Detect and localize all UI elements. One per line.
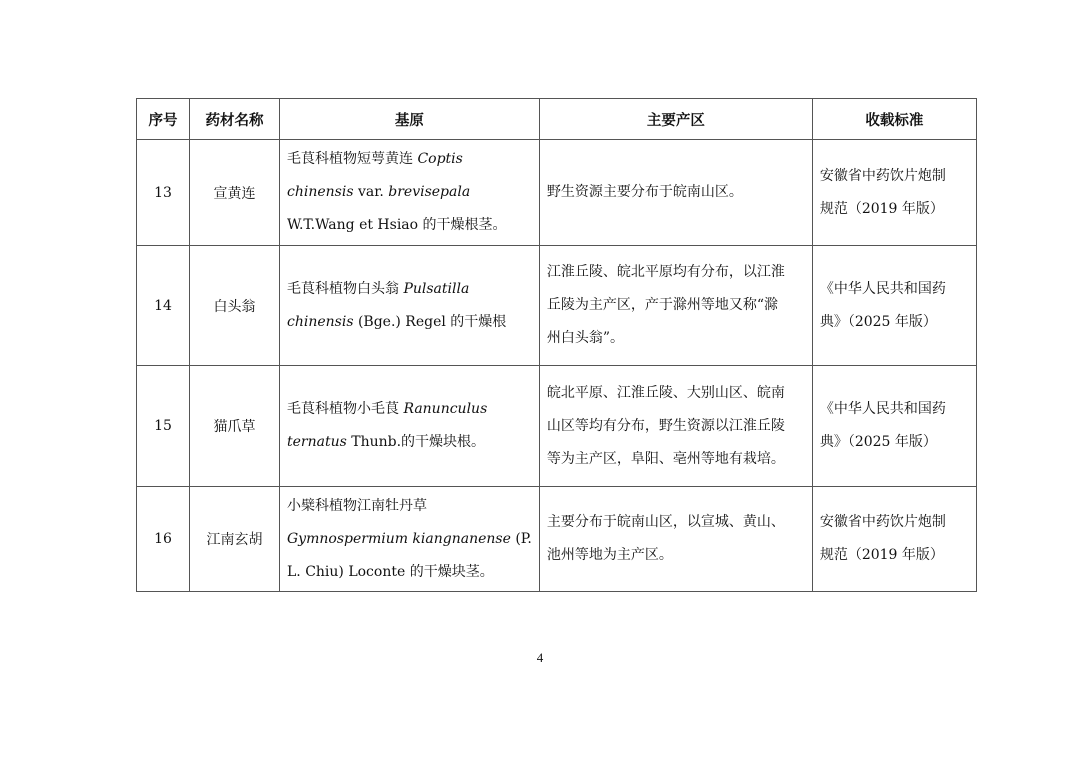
- scientific-name: Gymnospermium kiangnanense: [287, 530, 511, 547]
- header-herb-name: 药材名称: [190, 99, 280, 140]
- scientific-name: Pulsatilla: [403, 280, 470, 297]
- region-line: 皖北平原、江淮丘陵、大别山区、皖南: [546, 384, 785, 401]
- row-number: 16: [137, 487, 190, 592]
- scientific-name: ternatus: [287, 434, 347, 450]
- herb-name: 白头翁: [190, 246, 280, 366]
- herb-table: [136, 98, 977, 592]
- region-line: 池州等地为主产区。: [546, 547, 673, 563]
- source-line: [287, 556, 532, 589]
- row-number: 15: [137, 366, 190, 487]
- scientific-name: Ranunculus: [403, 401, 488, 417]
- source-line: [287, 393, 532, 426]
- text-segment: Thunb.的干燥块根。: [346, 434, 486, 450]
- text-segment: (P.: [510, 530, 532, 547]
- region-line: 山区等均有分布，野生资源以江淮丘陵: [546, 417, 785, 434]
- scientific-name: chinensis: [287, 184, 354, 200]
- text-segment: var.: [353, 184, 389, 200]
- region-line: 野生资源主要分布于皖南山区。: [546, 184, 743, 200]
- source-line: [287, 426, 532, 459]
- production-area: [539, 246, 812, 366]
- row-number: 14: [137, 246, 190, 366]
- herb-name: 江南玄胡: [190, 487, 280, 592]
- scientific-name: brevisepala: [388, 184, 471, 200]
- standard: [812, 246, 976, 366]
- text-segment: 小檗科植物江南牡丹草: [287, 497, 427, 514]
- standard-line: 安徽省中药饮片炮制: [819, 514, 946, 530]
- table-row: [137, 140, 977, 246]
- source-line: [287, 143, 532, 176]
- header-origin: 基原: [280, 99, 540, 140]
- region-line: 江淮丘陵、皖北平原均有分布，以江淮: [546, 264, 785, 280]
- scientific-name: Coptis: [417, 151, 463, 167]
- standard-line: 《中华人民共和国药: [819, 401, 946, 417]
- header-production-area: 主要产区: [539, 99, 812, 140]
- table-row: [137, 246, 977, 366]
- standard: [812, 140, 976, 246]
- herb-name: 宣黄连: [190, 140, 280, 246]
- region-line: 州白头翁”。: [546, 330, 624, 346]
- text-segment: 毛茛科植物白头翁: [287, 280, 404, 297]
- page-number: 4: [536, 650, 544, 665]
- standard-line: 《中华人民共和国药: [819, 280, 946, 297]
- scientific-name: chinensis: [287, 313, 354, 330]
- standard-line: 安徽省中药饮片炮制: [819, 167, 946, 184]
- standard: [812, 487, 976, 592]
- header-row: [137, 99, 977, 140]
- header-number: 序号: [137, 99, 190, 140]
- standard-line: 规范（2019 年版）: [819, 547, 944, 563]
- production-area: [539, 487, 812, 592]
- region-line: 等为主产区，阜阳、亳州等地有栽培。: [546, 450, 785, 467]
- standard-line: 规范（2019 年版）: [819, 200, 944, 217]
- region-line: 丘陵为主产区，产于滁州等地又称“滁: [546, 297, 778, 313]
- source-line: [287, 306, 532, 339]
- text-segment: W.T.Wang et Hsiao 的干燥根茎。: [287, 217, 507, 233]
- table-row: [137, 366, 977, 487]
- source-line: [287, 490, 532, 523]
- production-area: [539, 366, 812, 487]
- text-segment: L. Chiu) Loconte 的干燥块茎。: [287, 563, 494, 580]
- text-segment: 毛茛科植物短萼黄连: [287, 151, 418, 167]
- source-line: [287, 273, 532, 306]
- region-line: 主要分布于皖南山区，以宣城、黄山、: [546, 514, 785, 530]
- row-number: 13: [137, 140, 190, 246]
- source-line: [287, 209, 532, 242]
- botanical-origin: [280, 487, 540, 592]
- production-area: [539, 140, 812, 246]
- standard-line: 典》（2025 年版）: [819, 434, 937, 450]
- standard: [812, 366, 976, 487]
- botanical-origin: [280, 140, 540, 246]
- table-row: [137, 487, 977, 592]
- standard-line: 典》（2025 年版）: [819, 313, 937, 330]
- botanical-origin: [280, 246, 540, 366]
- header-standard: 收载标准: [812, 99, 976, 140]
- text-segment: 毛茛科植物小毛茛: [287, 401, 404, 417]
- botanical-origin: [280, 366, 540, 487]
- source-line: [287, 176, 532, 209]
- source-line: [287, 523, 532, 556]
- text-segment: (Bge.) Regel 的干燥根: [353, 313, 507, 330]
- herb-name: 猫爪草: [190, 366, 280, 487]
